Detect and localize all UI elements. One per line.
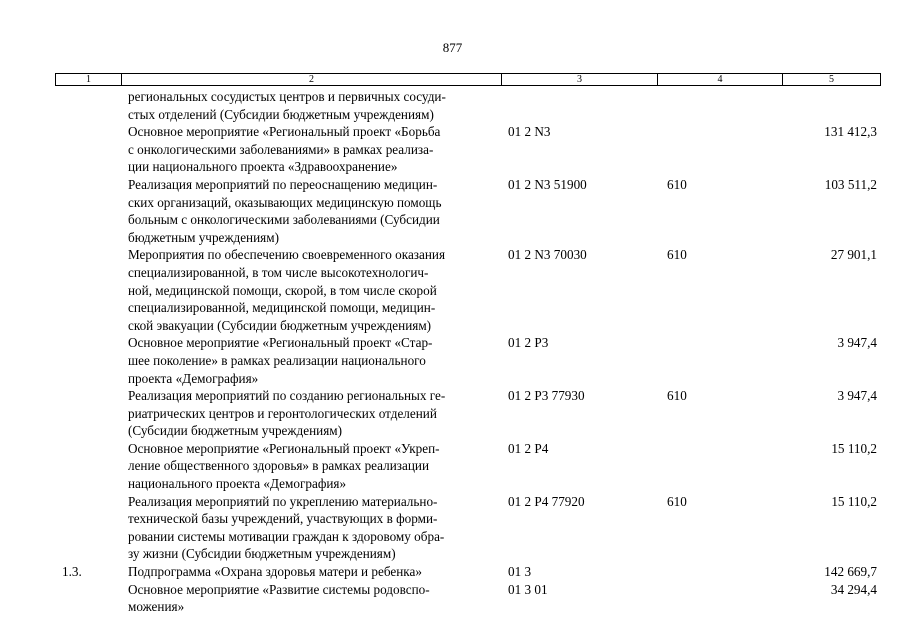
table-row (0, 246, 905, 334)
row-expense-type: 610 (667, 388, 687, 404)
table-row (0, 563, 905, 581)
row-code: 01 2 P4 (508, 440, 549, 456)
row-name-line: ление общественного здоровья» в рамках реализации (128, 458, 430, 474)
row-amount: 142 669,7 (824, 564, 877, 580)
row-name-line: ции национального проекта «Здравоохранение» (128, 159, 398, 175)
row-amount: 34 294,4 (830, 581, 877, 597)
row-name-line: Основное мероприятие «Региональный проект «Стар- (128, 335, 433, 351)
row-name-line: шее поколение» в рамках реализации национального (128, 352, 426, 368)
row-name-line: специализированной, медицинской помощи, медицин- (128, 300, 436, 316)
row-name-line: бюджетным учреждениям) (128, 229, 279, 245)
row-name-line: Основное мероприятие «Развитие системы родовспо- (128, 581, 430, 597)
row-code: 01 2 N3 70030 (508, 247, 587, 263)
row-name-line: Основное мероприятие «Региональный проект «Борьба (128, 124, 441, 140)
row-name-line: Основное мероприятие «Региональный проект «Укреп- (128, 440, 440, 456)
row-number: 1.3. (62, 564, 82, 580)
row-name-line: технической базы учреждений, участвующих в форми- (128, 511, 438, 527)
row-name-line: ровании системы мотивации граждан к здоровому обра- (128, 528, 445, 544)
row-name-line: ной, медицинской помощи, скорой, в том числе скорой (128, 282, 437, 298)
row-name-line: зу жизни (Субсидии бюджетным учреждениям) (128, 546, 396, 562)
row-amount: 15 110,2 (831, 493, 877, 509)
table-row (0, 581, 905, 616)
row-expense-type: 610 (667, 176, 687, 192)
header-col-2: 2 (122, 74, 502, 86)
row-name-line: (Субсидии бюджетным учреждениям) (128, 423, 342, 439)
row-name-line: специализированной, в том числе высокотехнологич- (128, 264, 429, 280)
row-name (128, 88, 905, 123)
row-amount: 3 947,4 (837, 335, 877, 351)
row-name-line: стых отделений (Субсидии бюджетным учреждениям) (128, 106, 434, 122)
row-name-line: с онкологическими заболеваниями» в рамках реализа- (128, 141, 434, 157)
row-name-line: Мероприятия по обеспечению своевременного оказания (128, 247, 446, 263)
row-code: 01 2 N3 51900 (508, 176, 587, 192)
row-expense-type: 610 (667, 247, 687, 263)
row-amount: 27 901,1 (830, 247, 877, 263)
row-name-line: риатрических центров и геронтологических отделений (128, 405, 437, 421)
column-number-header (55, 73, 881, 86)
page-number: 877 (442, 40, 463, 55)
table-row (0, 123, 905, 176)
row-name-line: Подпрограмма «Охрана здоровья матери и ребенка» (128, 564, 422, 580)
row-amount: 15 110,2 (831, 440, 877, 456)
table-row (0, 440, 905, 493)
row-code: 01 2 P3 77930 (508, 388, 585, 404)
row-code: 01 2 P4 77920 (508, 493, 585, 509)
row-name-line: ской эвакуации (Субсидии бюджетным учреждениям) (128, 317, 432, 333)
row-name-line: Реализация мероприятий по переоснащению медицин- (128, 176, 438, 192)
row-name-line: можения» (128, 599, 185, 615)
table-row (0, 176, 905, 246)
row-name-line: региональных сосудистых центров и первичных сосуди- (128, 89, 446, 104)
row-expense-type: 610 (667, 493, 687, 509)
row-name-line: Реализация мероприятий по укреплению материально- (128, 493, 438, 509)
row-amount: 131 412,3 (824, 124, 877, 140)
row-name-line: национального проекта «Демография» (128, 476, 347, 492)
header-col-3: 3 (502, 74, 658, 86)
table-row (0, 88, 905, 123)
row-name-line: проекта «Демография» (128, 370, 259, 386)
row-code: 01 3 01 (508, 581, 548, 597)
row-name-line: больным с онкологическими заболеваниями (Субсидии (128, 212, 440, 228)
budget-table-body (0, 88, 905, 616)
row-amount: 103 511,2 (824, 176, 877, 192)
header-col-4: 4 (658, 74, 783, 86)
row-code: 01 2 P3 (508, 335, 549, 351)
table-row (0, 387, 905, 440)
table-row (0, 493, 905, 563)
row-amount: 3 947,4 (837, 388, 877, 404)
header-col-1: 1 (56, 74, 122, 86)
row-code: 01 3 (508, 564, 532, 580)
header-col-5: 5 (783, 74, 881, 86)
row-code: 01 2 N3 (508, 124, 551, 140)
row-name-line: ских организаций, оказывающих медицинскую помощь (128, 194, 442, 210)
row-name-line: Реализация мероприятий по созданию региональных ге- (128, 388, 446, 404)
table-row (0, 334, 905, 387)
